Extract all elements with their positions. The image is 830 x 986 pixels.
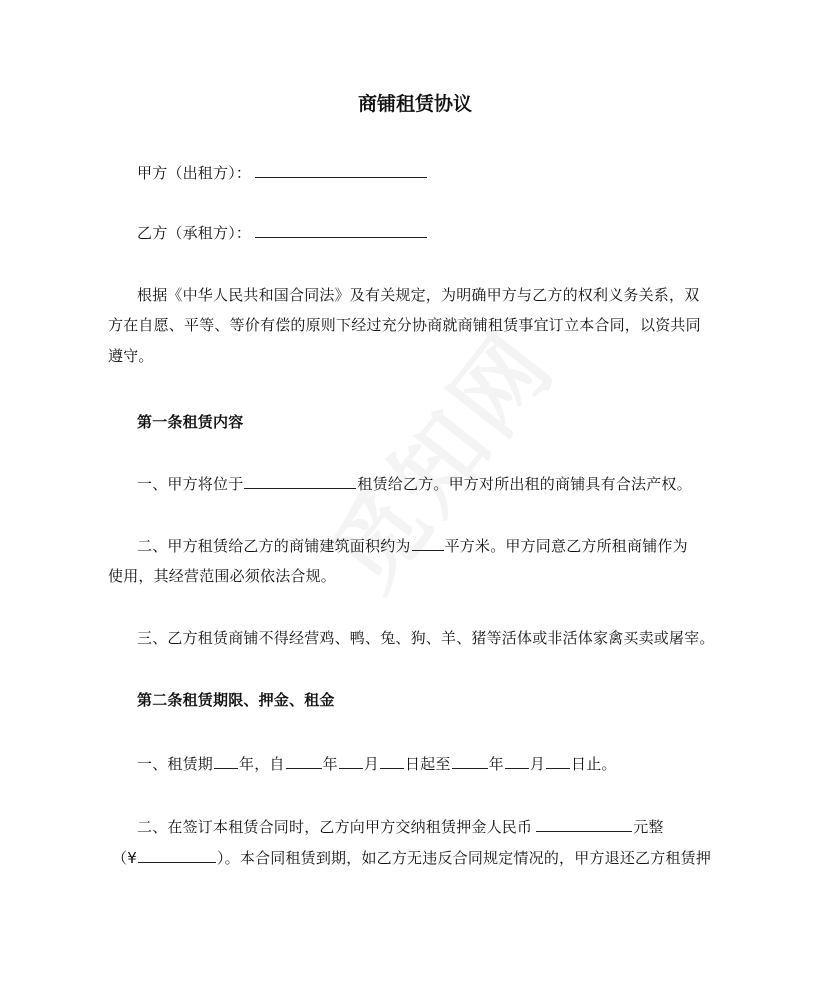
document-title: 商铺租赁协议 — [357, 93, 472, 115]
article-1-heading: 第一条租赁内容 — [137, 413, 244, 431]
article-2-heading: 第二条租赁期限、押金、租金 — [137, 691, 335, 709]
start-year-blank[interactable] — [286, 753, 322, 769]
clause-text: 日止。 — [571, 755, 617, 773]
party-a-label: 甲方（出租方）： — [137, 164, 252, 182]
area-blank[interactable] — [412, 535, 444, 551]
article-2-clause-1 — [137, 753, 617, 774]
preamble-line-3: 遵守。 — [108, 347, 154, 365]
watermark — [294, 300, 579, 613]
article-1-clause-1 — [137, 473, 692, 494]
location-blank[interactable] — [244, 473, 356, 489]
clause-text: 月 — [363, 755, 380, 773]
clause-text: 年 — [322, 755, 338, 773]
preamble-line-2: 方在自愿、平等、等价有偿的原则下经过充分协商就商铺租赁事宜订立本合同，以资共同 — [108, 316, 701, 334]
deposit-amount-blank[interactable] — [536, 816, 632, 832]
party-a-line — [137, 162, 428, 183]
clause-text: 日起至 — [405, 755, 451, 773]
deposit-yuan-blank[interactable] — [138, 847, 216, 863]
clause-text: 一、租赁期 — [137, 755, 214, 773]
start-month-blank[interactable] — [339, 753, 363, 769]
clause-text: 二、甲方租赁给乙方的商铺建筑面积约为 — [137, 537, 411, 555]
clause-text: 二、在签订本租赁合同时，乙方向甲方交纳租赁押金人民币 — [137, 818, 533, 836]
party-b-label: 乙方（承租方）： — [137, 224, 252, 242]
clause-text: （¥ — [112, 849, 137, 867]
clause-text: 租赁给乙方。甲方对所出租的商铺具有合法产权。 — [357, 475, 692, 493]
start-day-blank[interactable] — [380, 753, 404, 769]
clause-text: ）。本合同租赁到期，如乙方无违反合同规定情况的，甲方退还乙方租赁押 — [216, 849, 712, 867]
clause-text: 年，自 — [239, 755, 285, 773]
clause-text: 平方米。甲方同意乙方所租商铺作为 — [444, 537, 688, 555]
lease-years-blank[interactable] — [214, 753, 238, 769]
article-2-clause-2-line-2 — [112, 847, 711, 868]
end-year-blank[interactable] — [452, 753, 488, 769]
article-2-clause-2 — [137, 816, 664, 837]
clause-text: 一、甲方将位于 — [137, 475, 244, 493]
clause-text: 年 — [488, 755, 504, 773]
article-1-clause-3: 三、乙方租赁商铺不得经营鸡、鸭、兔、狗、羊、猪等活体或非活体家禽买卖或屠宰。 — [137, 629, 715, 647]
party-b-line — [137, 222, 428, 243]
party-b-blank[interactable] — [255, 222, 427, 238]
end-month-blank[interactable] — [505, 753, 529, 769]
article-1-clause-2-line-2: 使用，其经营范围必须依法合规。 — [108, 567, 337, 585]
preamble-line-1: 根据《中华人民共和国合同法》及有关规定，为明确甲方与乙方的权利义务关系，双 — [137, 286, 700, 304]
end-day-blank[interactable] — [546, 753, 570, 769]
clause-text: 月 — [529, 755, 546, 773]
article-1-clause-2 — [137, 535, 688, 556]
party-a-blank[interactable] — [255, 162, 427, 178]
clause-text: 元整 — [633, 818, 664, 836]
